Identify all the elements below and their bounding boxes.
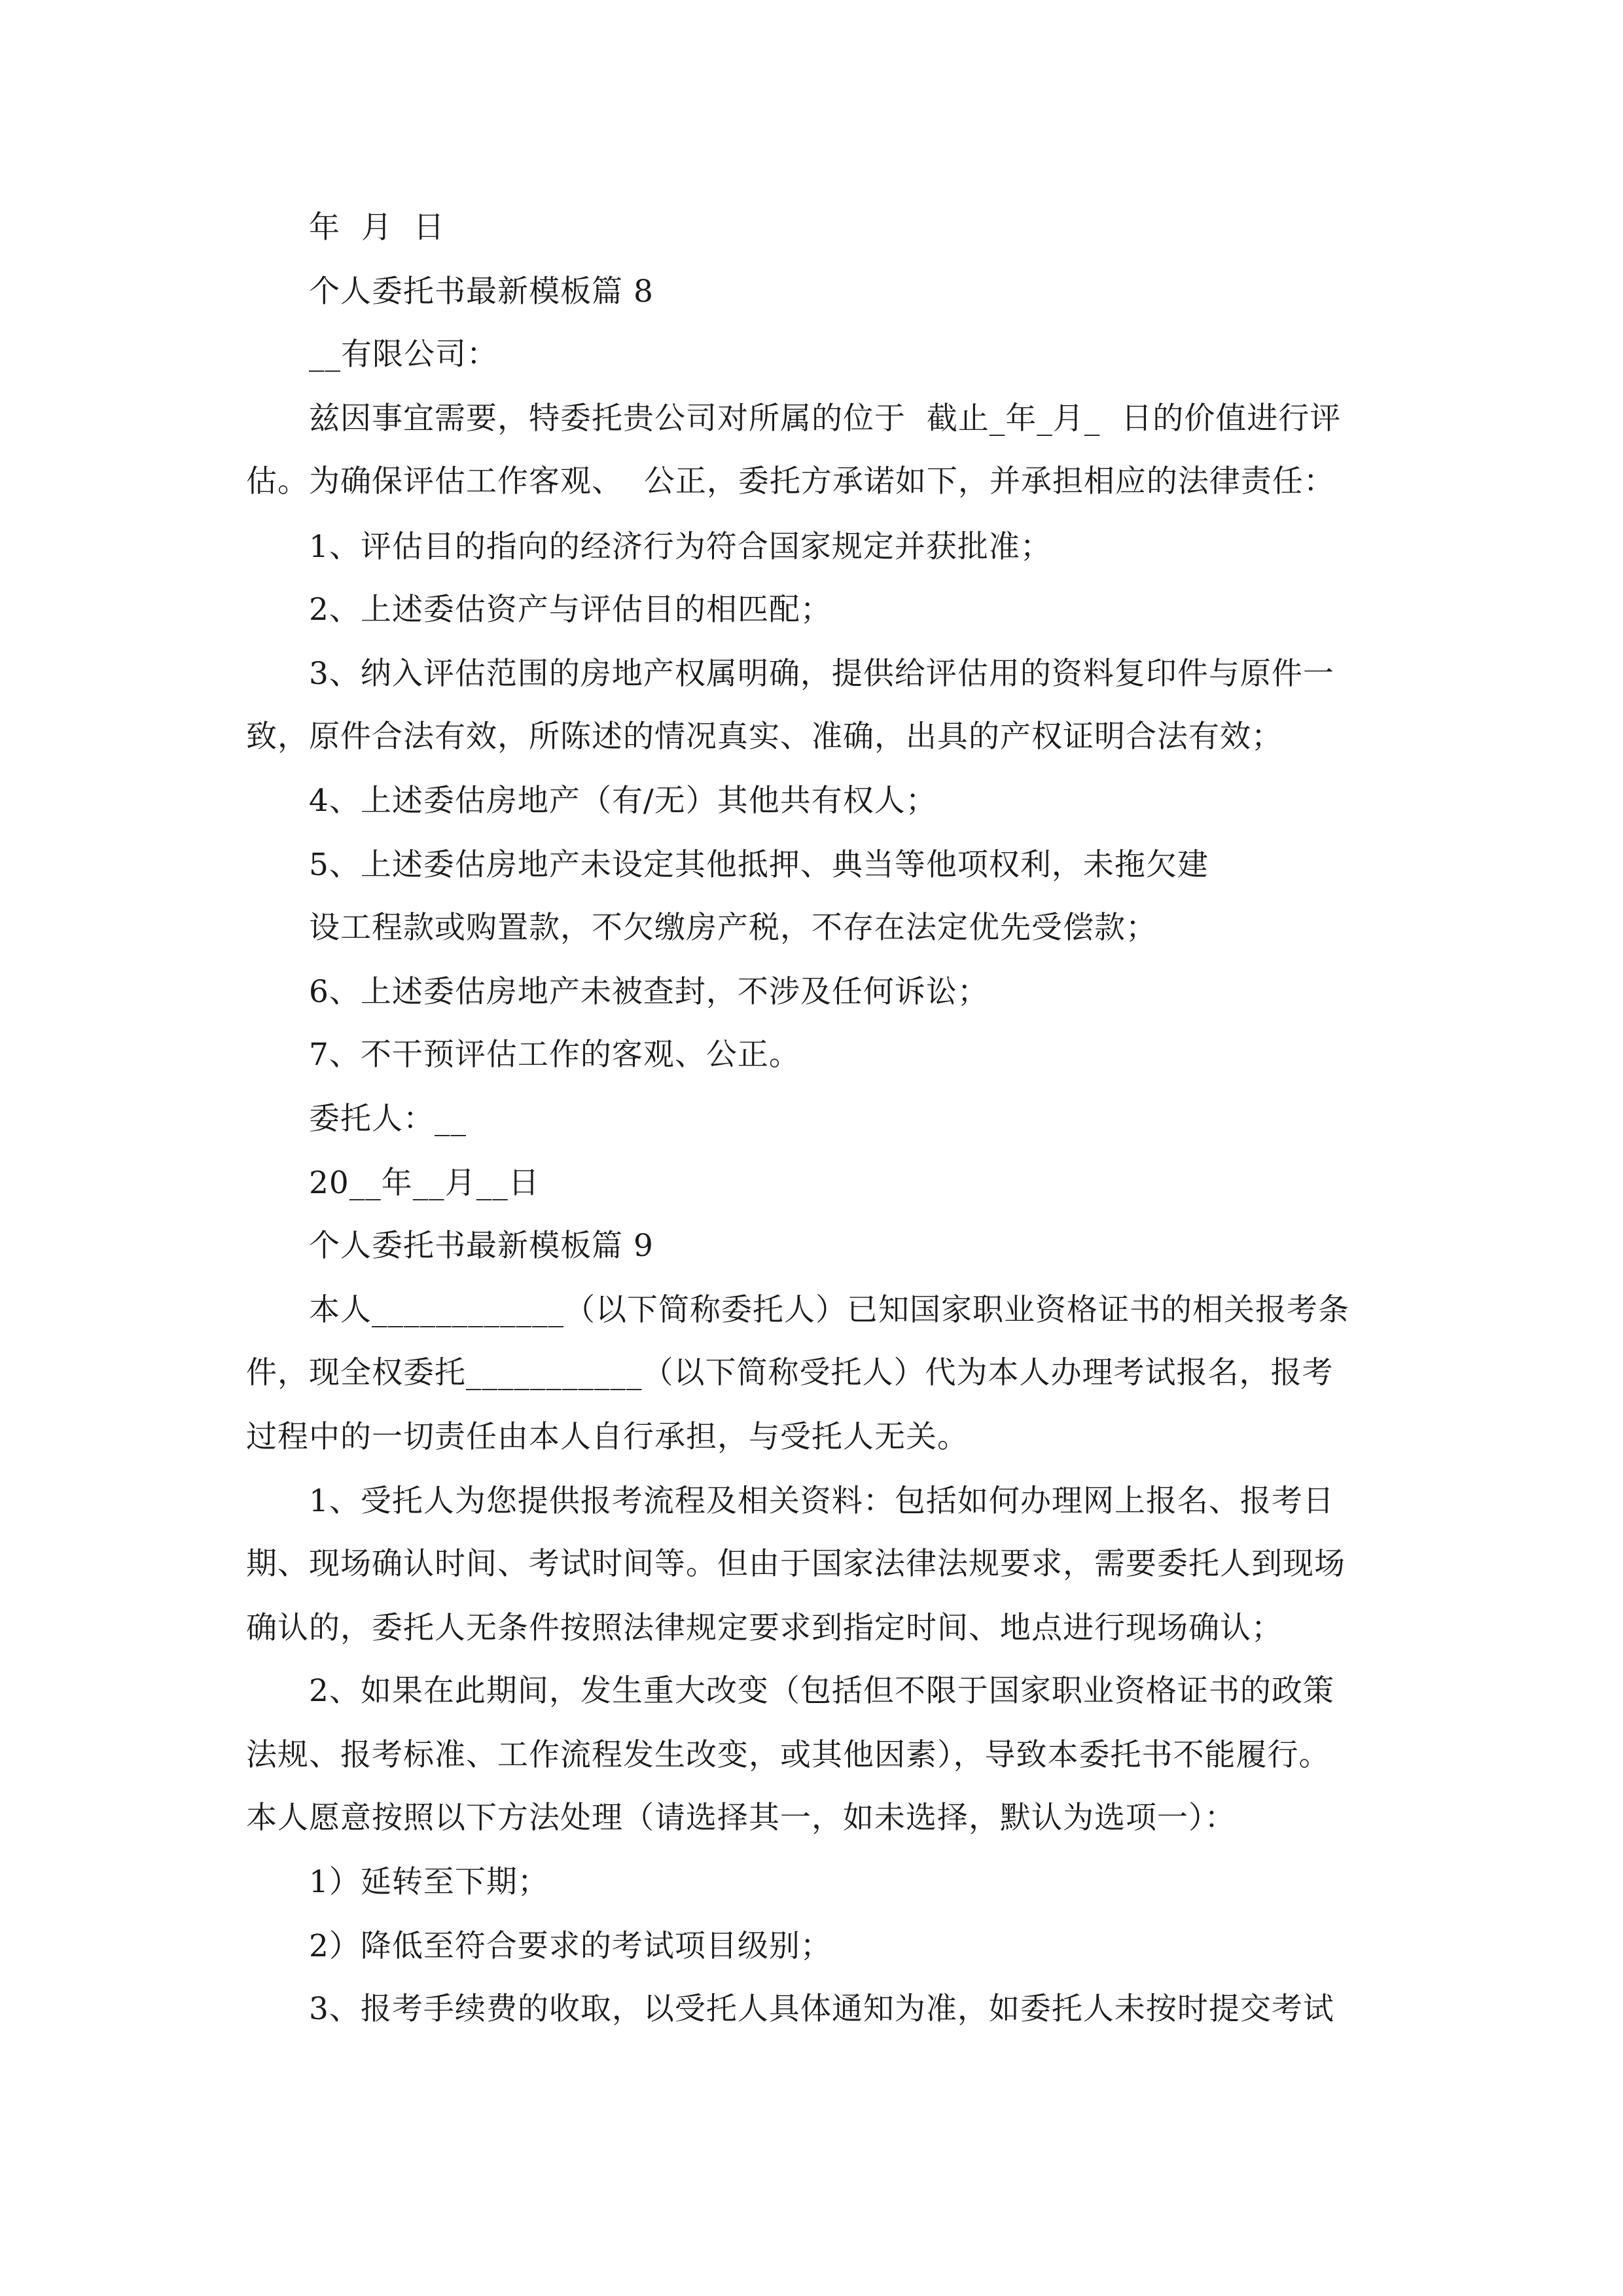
list-item-line: 期、现场确认时间、考试时间等。但由于国家法律法规要求，需要委托人到现场 — [246, 1546, 1346, 1582]
list-item-line: 3、纳入评估范围的房地产权属明确，提供给评估用的资料复印件与原件一 — [309, 656, 1334, 692]
list-item-line: 2、上述委估资产与评估目的相匹配； — [309, 592, 832, 628]
section-heading-9: 个人委托书最新模板篇 9 — [309, 1228, 654, 1264]
list-item-line: 7、不干预评估工作的客观、公正。 — [309, 1037, 800, 1073]
list-item-line: 4、上述委估房地产（有/无）其他共有权人； — [309, 783, 937, 819]
date-line: 20__年__月__日 — [309, 1165, 540, 1201]
list-item-line: 1、评估目的指向的经济行为符合国家规定并获批准； — [309, 529, 1052, 565]
option-line: 1）延转至下期； — [309, 1864, 549, 1900]
list-item-line: 设工程款或购置款，不欠缴房产税，不存在法定优先受偿款； — [309, 910, 1157, 946]
list-item-line: 5、上述委估房地产未设定其他抵押、典当等他项权利，未拖欠建 — [309, 847, 1209, 883]
date-line: 年 月 日 — [309, 209, 445, 245]
list-item-line: 本人愿意按照以下方法处理（请选择其一，如未选择，默认为选项一）： — [246, 1800, 1236, 1836]
list-item-line: 6、上述委估房地产未被查封，不涉及任何诉讼； — [309, 974, 989, 1010]
paragraph-line: 过程中的一切责任由本人自行承担，与受托人无关。 — [246, 1419, 969, 1455]
list-item-line: 2、如果在此期间，发生重大改变（包括但不限于国家职业资格证书的政策 — [309, 1673, 1334, 1709]
paragraph-line: 兹因事宜需要，特委托贵公司对所属的位于 截止_年_月_ 日的价值进行评 — [309, 401, 1342, 437]
signature-line: 委托人：__ — [309, 1101, 467, 1137]
paragraph-line: 本人____________（以下简称委托人）已知国家职业资格证书的相关报考条 — [309, 1292, 1349, 1328]
paragraph-line: 估。为确保评估工作客观、 公正，委托方承诺如下，并承担相应的法律责任： — [246, 463, 1335, 499]
addressee-line: __有限公司： — [309, 336, 498, 372]
section-heading-8: 个人委托书最新模板篇 8 — [309, 274, 654, 310]
paragraph-line: 件，现全权委托___________（以下简称受托人）代为本人办理考试报名，报考 — [246, 1355, 1334, 1391]
option-line: 2）降低至符合要求的考试项目级别； — [309, 1928, 832, 1964]
list-item-line: 致，原件合法有效，所陈述的情况真实、准确，出具的产权证明合法有效； — [246, 719, 1283, 755]
list-item-line: 法规、报考标准、工作流程发生改变，或其他因素），导致本委托书不能履行。 — [246, 1737, 1330, 1773]
list-item-line: 3、报考手续费的收取，以受托人具体通知为准，如委托人未按时提交考试 — [309, 1991, 1334, 2027]
list-item-line: 1、受托人为您提供报考流程及相关资料：包括如何办理网上报名、报考日 — [309, 1483, 1334, 1519]
list-item-line: 确认的，委托人无条件按照法律规定要求到指定时间、地点进行现场确认； — [246, 1610, 1283, 1646]
